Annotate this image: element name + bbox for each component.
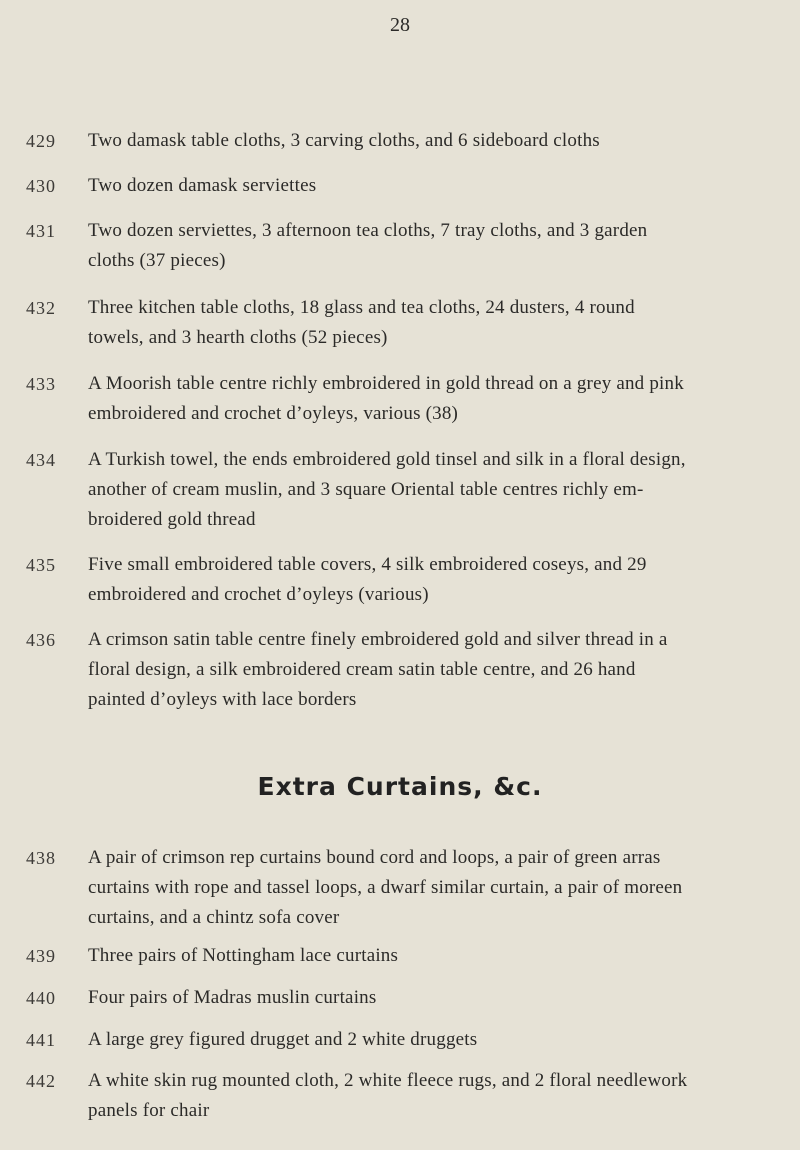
lot-line: another of cream muslin, and 3 square Oriental table centres richly em- [88,479,644,500]
lot-description [88,1066,768,1126]
section-heading: Extra Curtains, &c. [257,772,543,801]
lot-number: 436 [26,630,56,650]
lot-line: towels, and 3 hearth cloths (52 pieces) [88,327,388,348]
lot-number: 434 [26,450,56,470]
lot-line: painted d’oyleys with lace borders [88,689,357,710]
lot-number: 442 [26,1071,56,1091]
lot-line: panels for chair [88,1100,210,1121]
lot-line: Four pairs of Madras muslin curtains [88,987,377,1008]
lot-line: A Moorish table centre richly embroidered in gold thread on a grey and pink [88,373,684,394]
lot-number: 433 [26,374,56,394]
lot-description [88,445,768,535]
lot-description [88,625,768,715]
lot-line: cloths (37 pieces) [88,250,226,271]
lot-number: 431 [26,221,56,241]
lot-line: curtains, and a chintz sofa cover [88,907,340,928]
lot-description [88,550,768,610]
lot-number: 440 [26,988,56,1008]
lot-line: A white skin rug mounted cloth, 2 white fleece rugs, and 2 floral needlework [88,1070,688,1091]
lot-description [88,126,768,156]
lot-line: curtains with rope and tassel loops, a dwarf similar curtain, a pair of moreen [88,877,683,898]
lot-description [88,941,768,971]
lot-description [88,983,768,1013]
lot-line: A Turkish towel, the ends embroidered gold tinsel and silk in a floral design, [88,449,686,470]
lot-line: A pair of crimson rep curtains bound cord and loops, a pair of green arras [88,847,661,868]
page-number: 28 [390,14,410,36]
lot-description [88,843,768,933]
lot-line: embroidered and crochet d’oyleys, various (38) [88,403,459,424]
lot-description [88,171,768,201]
lot-line: Three pairs of Nottingham lace curtains [88,945,399,966]
lot-line: Two dozen damask serviettes [88,175,317,196]
lot-line: Five small embroidered table covers, 4 silk embroidered coseys, and 29 [88,554,647,575]
lot-number: 430 [26,176,56,196]
lot-line: Two dozen serviettes, 3 afternoon tea cloths, 7 tray cloths, and 3 garden [88,220,648,241]
lot-description [88,1025,768,1055]
lot-description [88,369,768,429]
lot-description [88,293,768,353]
lot-number: 429 [26,131,56,151]
lot-number: 438 [26,848,56,868]
lot-number: 441 [26,1030,56,1050]
lot-number: 435 [26,555,56,575]
lot-number: 432 [26,298,56,318]
lot-line: A large grey figured drugget and 2 white druggets [88,1029,478,1050]
lot-line: A crimson satin table centre finely embroidered gold and silver thread in a [88,629,668,650]
lot-line: broidered gold thread [88,509,256,530]
lot-number: 439 [26,946,56,966]
lot-description [88,216,768,276]
lot-line: Three kitchen table cloths, 18 glass and tea cloths, 24 dusters, 4 round [88,297,635,318]
lot-line: embroidered and crochet d’oyleys (various) [88,584,429,605]
lot-line: Two damask table cloths, 3 carving cloths, and 6 sideboard cloths [88,130,600,151]
lot-line: floral design, a silk embroidered cream satin table centre, and 26 hand [88,659,636,680]
